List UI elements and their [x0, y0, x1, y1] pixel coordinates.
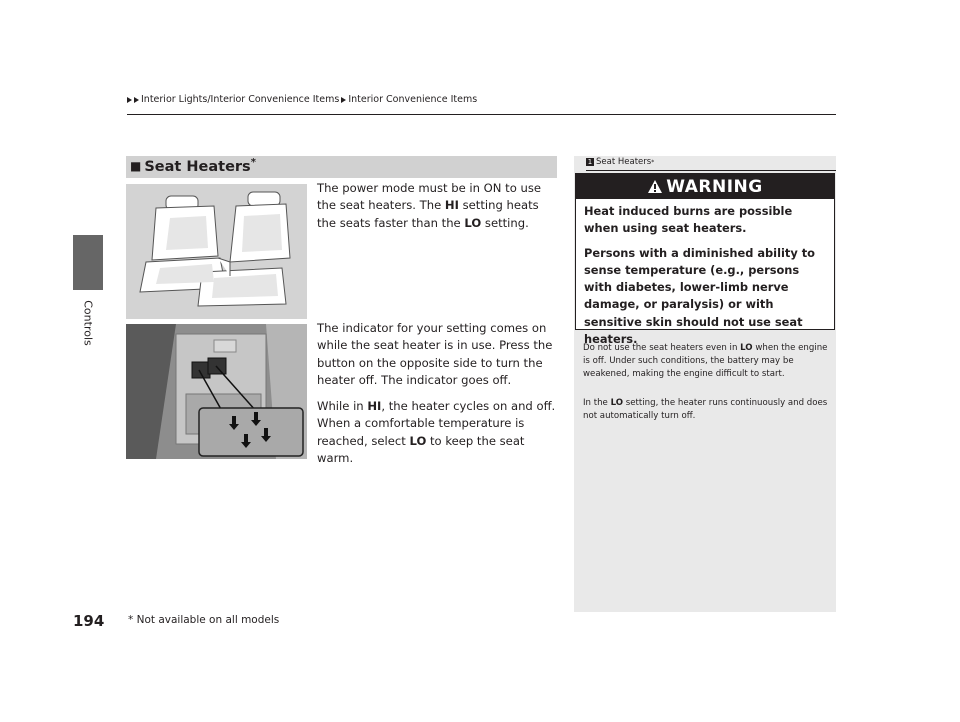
indicator-text: The indicator for your setting comes on while the seat heater is in use. Press the button on the opposite side to turn the heater off. The indicator goes off. — [317, 321, 553, 388]
arrow-right-icon — [341, 97, 346, 103]
breadcrumb-part1[interactable]: Interior Lights/Interior Convenience Items — [141, 94, 340, 105]
lo-setting-label: LO — [740, 343, 753, 353]
text-run: In the — [583, 398, 611, 408]
header-rule — [127, 114, 836, 115]
arrow-right-icon — [134, 97, 139, 103]
warning-text-2: Persons with a diminished ability to sense temperature (e.g., persons with diabetes, lower-limb nerve damage, or paralysis) or with sensitive skin should not use seat heaters. — [584, 245, 815, 347]
chapter-tab — [73, 235, 103, 290]
page-number: 194 — [73, 612, 105, 630]
notes-heading — [586, 157, 654, 167]
note-lo-continuous — [583, 397, 833, 423]
reference-icon: 1 — [587, 158, 593, 166]
notes-heading-text: Seat Heaters — [596, 157, 652, 167]
notes-rule — [586, 170, 836, 171]
note-engine-off — [583, 342, 833, 381]
warning-triangle-icon — [647, 179, 663, 194]
arrow-right-icon — [127, 97, 132, 103]
text-run: setting, the heater runs continuously and does not automatically turn off. — [583, 398, 828, 421]
text-run: , the heater cycles on and off. When a comfortable temperature is reached, select — [317, 399, 556, 448]
section-marker: ■ — [130, 158, 142, 173]
seat-illustration — [126, 184, 307, 319]
breadcrumb-part2[interactable]: Interior Convenience Items — [348, 94, 478, 105]
text-run: setting heats the seats faster than the — [317, 198, 539, 230]
body-paragraph-power-mode — [317, 180, 555, 232]
section-header — [126, 156, 557, 178]
warning-header — [576, 174, 834, 199]
hi-setting-label: HI — [444, 198, 459, 213]
text-run: setting. — [481, 215, 529, 230]
lo-setting-label: LO — [464, 215, 482, 230]
warning-title: WARNING — [666, 177, 763, 197]
lo-setting-label: LO — [610, 398, 624, 408]
footnote-asterisk: * — [250, 157, 256, 168]
warning-body — [584, 203, 824, 348]
hi-setting-label: HI — [367, 399, 382, 413]
text-run: While in — [317, 399, 368, 413]
text-run: to keep the seat warm. — [317, 433, 525, 466]
body-paragraph-indicator — [317, 320, 559, 390]
footnote: * Not available on all models — [128, 614, 280, 626]
footnote-asterisk: * — [651, 158, 655, 166]
breadcrumb — [127, 94, 477, 105]
warning-box — [575, 173, 835, 347]
text-run: Do not use the seat heaters even in — [583, 343, 741, 353]
section-title — [130, 157, 256, 175]
body-paragraph-hi-cycle — [317, 398, 559, 468]
warning-text-1: Heat induced burns are possible when using seat heaters. — [584, 204, 793, 236]
lo-setting-label: LO — [409, 433, 427, 448]
console-switch-illustration — [126, 324, 307, 459]
text-run: The power mode must be in ON to use the seat heaters. The — [317, 181, 542, 213]
chapter-label: Controls — [81, 300, 95, 346]
section-title-text: Seat Heaters — [144, 158, 251, 175]
text-run: when the engine is off. Under such conditions, the battery may be weakened, making the engine difficult to start. — [583, 343, 828, 379]
